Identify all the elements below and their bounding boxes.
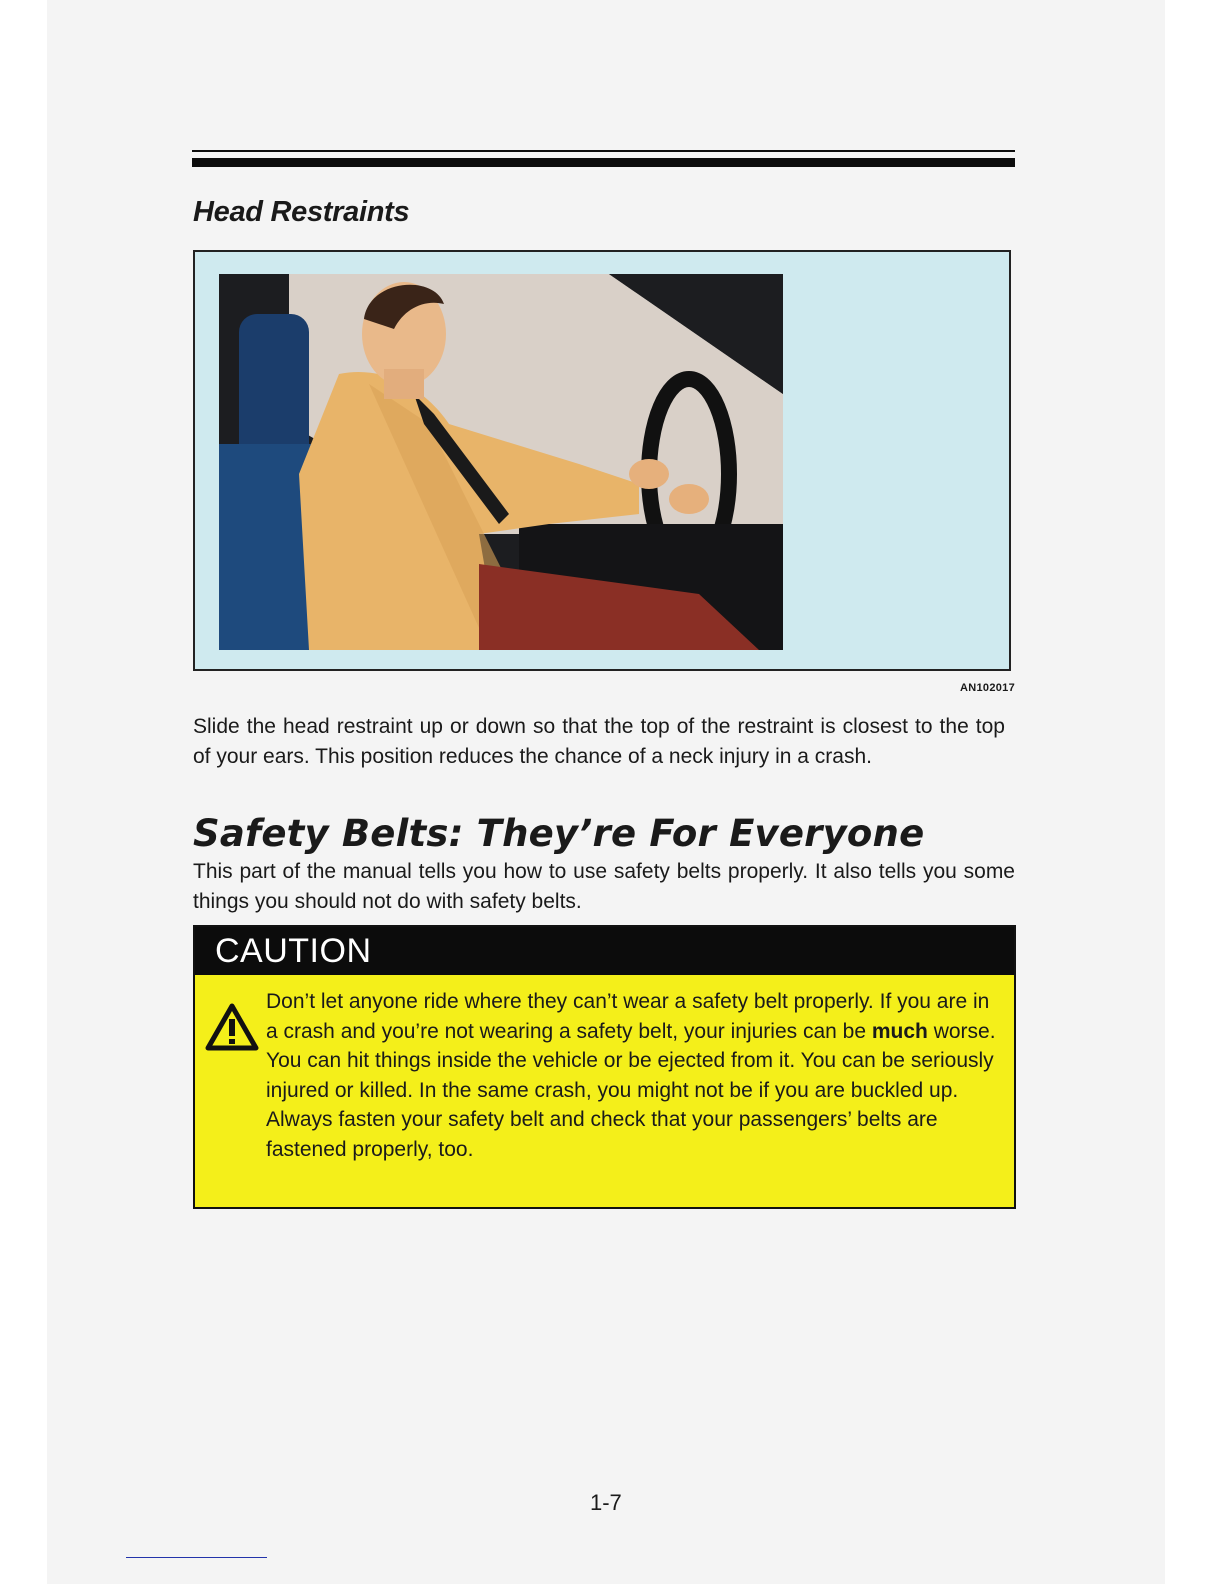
- driver-illustration: [219, 274, 783, 650]
- caution-text: [266, 987, 996, 1164]
- caution-box: [193, 925, 1016, 1209]
- footer-underline: [126, 1557, 267, 1558]
- warning-triangle-icon: [205, 1003, 259, 1051]
- section-title: Head Restraints: [193, 196, 410, 228]
- manual-page: [47, 0, 1165, 1584]
- driver-illustration-icon: [219, 274, 783, 650]
- figure-code: AN102017: [960, 682, 1015, 694]
- page-number: 1-7: [590, 1490, 622, 1515]
- safety-belts-heading: Safety Belts: They’re For Everyone: [193, 812, 925, 855]
- caution-text-part1: Don’t let anyone ride where they can’t wear a safety belt properly. If you are in a crash and you’re not wearing a safety belt, your injuries can be: [266, 990, 990, 1043]
- caution-label: CAUTION: [195, 927, 1014, 975]
- figure-frame: [193, 250, 1011, 671]
- header-rule-thick: [192, 158, 1015, 167]
- head-restraint-paragraph: Slide the head restraint up or down so that the top of the restraint is closest to the top of your ears. This position reduces the chance of a neck injury in a crash.: [193, 715, 1005, 768]
- safety-belts-paragraph: This part of the manual tells you how to use safety belts properly. It also tells you some things you should not do with safety belts.: [193, 860, 1015, 913]
- caution-text-part2: worse. You can hit things inside the vehicle or be ejected from it. You can be seriously injured or killed. In the same crash, you might not be if you are buckled up. Always fasten your safety belt and check that your passengers’ belts are fastened properly, too.: [266, 1019, 996, 1161]
- header-rule-thin: [192, 150, 1015, 152]
- caution-emphasis: much: [871, 1019, 928, 1043]
